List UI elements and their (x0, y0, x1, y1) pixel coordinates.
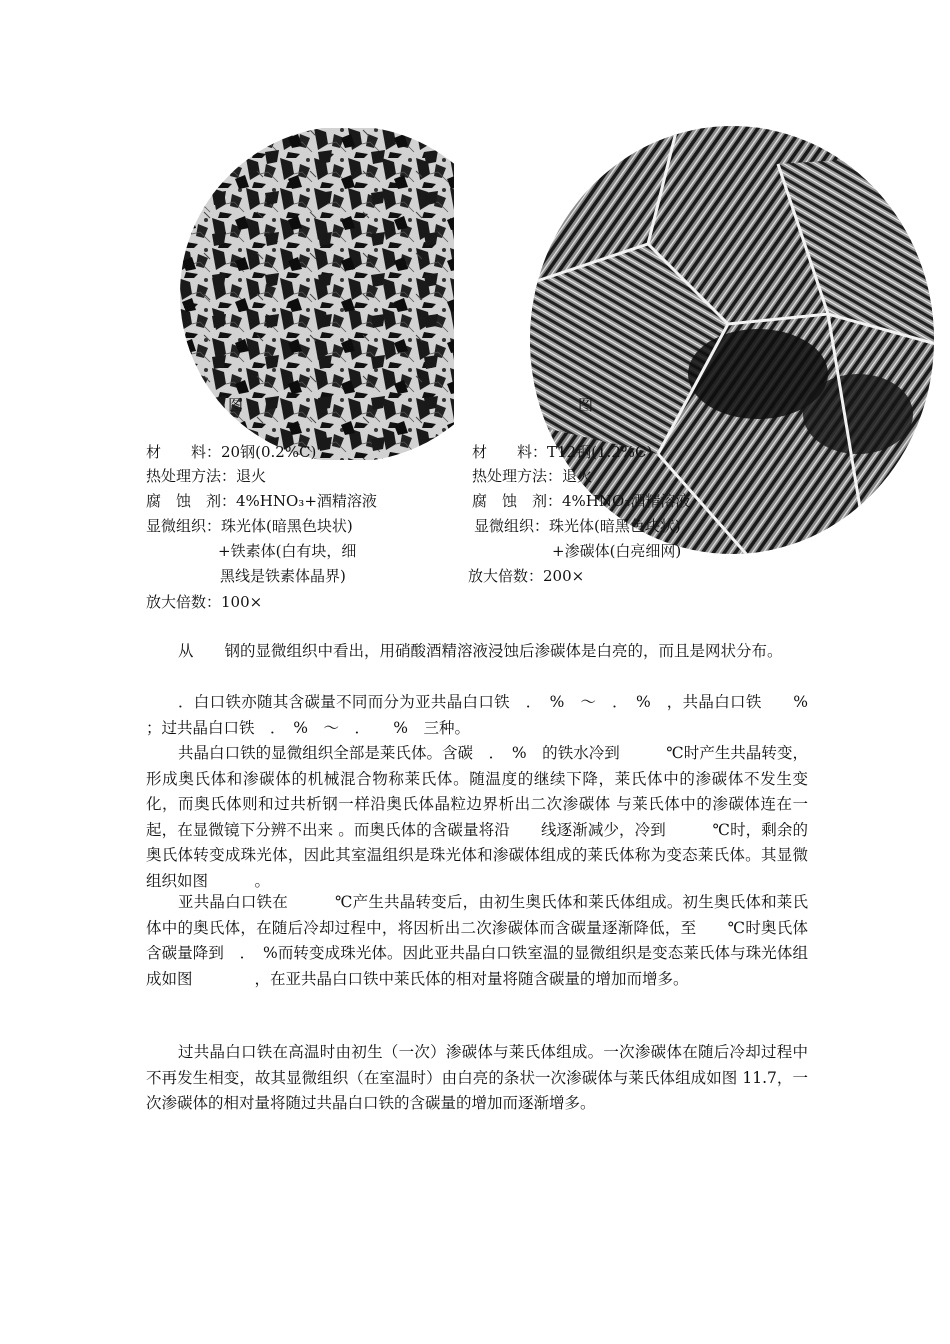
paragraph-3: 共晶白口铁的显微组织全部是莱氏体。含碳 ． % 的铁水冷到 ℃时产生共晶转变，形成奥氏体和渗碳体的机械混合物称莱氏体。随温度的继续下降，莱氏体中的渗碳体不发生变化，而奥氏体则和过共析钢一样沿奥氏体晶粒边界析出二次渗碳体 与莱氏体中的渗碳体连在一起，在显微镜下分辨不出来 。而奥氏体的含碳量将沿 线逐渐减少，冷到 ℃时，剩余的奥氏体转变成珠光体，因此其室温组织是珠光体和渗碳体组成的莱氏体称为变态莱氏体。其显微组织如图 。 (146, 744, 808, 890)
right-heat-treatment: 热处理方法：退火 (472, 467, 593, 485)
paragraph-1: 从 钢的显微组织中看出，用硝酸酒精溶液浸蚀后渗碳体是白亮的，而且是网状分布。 (178, 642, 783, 660)
left-etchant: 腐 蚀 剂：4%HNO₃+酒精溶液 (146, 492, 377, 510)
right-material: 材 料：T12钢(1.2%C) (472, 443, 653, 461)
right-microstructure-2: +渗碳体(白亮细网) (552, 542, 682, 560)
left-magnification: 放大倍数：100× (146, 593, 263, 611)
figure-label-left: 图 (228, 396, 244, 414)
right-etchant: 腐 蚀 剂：4%HNO₃酒精溶液 (472, 492, 691, 510)
left-heat-treatment: 热处理方法：退火 (146, 467, 267, 485)
figure-label-right: 图 (578, 396, 594, 414)
paragraph-5: 过共晶白口铁在高温时由初生（一次）渗碳体与莱氏体组成。一次渗碳体在随后冷却过程中不再发生相变，故其显微组织（在室温时）由白亮的条状一次渗碳体与莱氏体组成如图 11.7，一次渗碳体的相对量将随过共晶白口铁的含碳量的增加而逐渐增多。 (146, 1043, 808, 1113)
left-microstructure-2: +铁素体(白有块，细 (218, 542, 357, 560)
right-magnification: 放大倍数：200× (468, 567, 585, 585)
right-microstructure-1: 显微组织：珠光体(暗黑色块状) (474, 517, 681, 535)
paragraph-4: 亚共晶白口铁在 ℃产生共晶转变后，由初生奥氏体和莱氏体组成。初生奥氏体和莱氏体中的奥氏体，在随后冷却过程中，将因析出二次渗碳体而含碳量逐渐降低，至 ℃时奥氏体含碳量降到 ． %而转变成珠光体。因此亚共晶白口铁室温的显微组织是变态莱氏体与珠光体组成如图 ，在亚共晶白口铁中莱氏体的相对量将随含碳量的增加而增多。 (146, 893, 808, 988)
left-material: 材 料：20钢(0.2%C) (146, 443, 317, 461)
left-microstructure-1: 显微组织：珠光体(暗黑色块状) (146, 517, 353, 535)
left-microstructure-3: 黑线是铁素体晶界) (220, 567, 346, 585)
paragraph-2: ．白口铁亦随其含碳量不同而分为亚共晶白口铁 ． % ～ ． % ，共晶白口铁 % ；过共晶白口铁 ． % ～ ． % 三种。 (146, 693, 824, 737)
micrograph-20-steel (178, 128, 454, 460)
